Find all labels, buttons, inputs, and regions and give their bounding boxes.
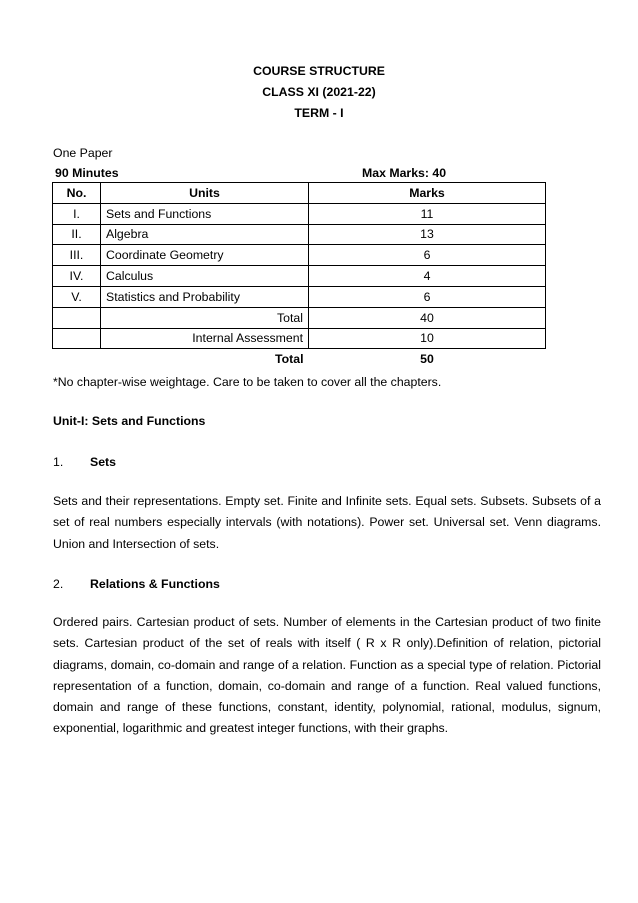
table-row bbox=[53, 245, 546, 266]
title-term: TERM - I bbox=[294, 106, 344, 120]
table-row bbox=[53, 266, 546, 287]
section-title-sets: Sets bbox=[90, 455, 116, 469]
row-unit: Algebra bbox=[101, 224, 309, 245]
duration: 90 Minutes bbox=[55, 166, 119, 180]
subtotal-label: Total bbox=[101, 307, 309, 328]
row-no: IV. bbox=[53, 266, 101, 287]
header-no: No. bbox=[53, 183, 101, 204]
max-marks: Max Marks: 40 bbox=[362, 166, 447, 180]
paper-label: One Paper bbox=[53, 146, 113, 160]
row-no: III. bbox=[53, 245, 101, 266]
subtotal-marks: 40 bbox=[309, 307, 546, 328]
table-header-row bbox=[53, 183, 546, 204]
table-row bbox=[53, 224, 546, 245]
empty-cell bbox=[53, 328, 101, 349]
grand-total-row bbox=[53, 349, 546, 369]
row-marks: 6 bbox=[309, 286, 546, 307]
row-unit: Calculus bbox=[101, 266, 309, 287]
row-no: V. bbox=[53, 286, 101, 307]
weightage-note: *No chapter-wise weightage. Care to be taken to cover all the chapters. bbox=[53, 375, 442, 389]
table-row bbox=[53, 286, 546, 307]
internal-assessment-marks: 10 bbox=[309, 328, 546, 349]
row-unit: Statistics and Probability bbox=[101, 286, 309, 307]
header-units: Units bbox=[101, 183, 309, 204]
grand-total-marks: 50 bbox=[309, 349, 546, 369]
internal-assessment-row bbox=[53, 328, 546, 349]
title-class: CLASS XI (2021-22) bbox=[262, 85, 376, 99]
table-row bbox=[53, 203, 546, 224]
section-title-relations: Relations & Functions bbox=[90, 577, 220, 591]
subtotal-row bbox=[53, 307, 546, 328]
empty-cell bbox=[53, 307, 101, 328]
row-unit: Coordinate Geometry bbox=[101, 245, 309, 266]
header-marks: Marks bbox=[309, 183, 546, 204]
row-no: I. bbox=[53, 203, 101, 224]
internal-assessment-label: Internal Assessment bbox=[101, 328, 309, 349]
marks-table bbox=[52, 182, 546, 369]
row-marks: 13 bbox=[309, 224, 546, 245]
section-number: 1. bbox=[53, 455, 64, 469]
row-marks: 6 bbox=[309, 245, 546, 266]
grand-total-label: Total bbox=[101, 349, 309, 369]
row-unit: Sets and Functions bbox=[101, 203, 309, 224]
empty-cell bbox=[53, 349, 101, 369]
section-text-sets: Sets and their representations. Empty set. Finite and Infinite sets. Equal sets. Subsets. Subsets of a set of real numbers especially intervals (with notations). Power set. Universal set. Venn diagrams. Union and Intersection of sets. bbox=[53, 494, 601, 551]
title-course-structure: COURSE STRUCTURE bbox=[253, 64, 385, 78]
row-no: II. bbox=[53, 224, 101, 245]
row-marks: 4 bbox=[309, 266, 546, 287]
unit-heading: Unit-I: Sets and Functions bbox=[53, 414, 206, 428]
section-text-relations: Ordered pairs. Cartesian product of sets. Number of elements in the Cartesian product of two finite sets. Cartesian product of the set of reals with itself ( R x R only).Definition of relation, pictorial diagrams, domain, co-domain and range of a relation. Function as a special type of relation. Pictorial representation of a function, domain, co-domain and range of a function. Real valued functions, domain and range of these functions, constant, identity, polynomial, rational, modulus, signum, exponential, logarithmic and greatest integer functions, with their graphs. bbox=[53, 615, 601, 736]
row-marks: 11 bbox=[309, 203, 546, 224]
section-number: 2. bbox=[53, 577, 64, 591]
